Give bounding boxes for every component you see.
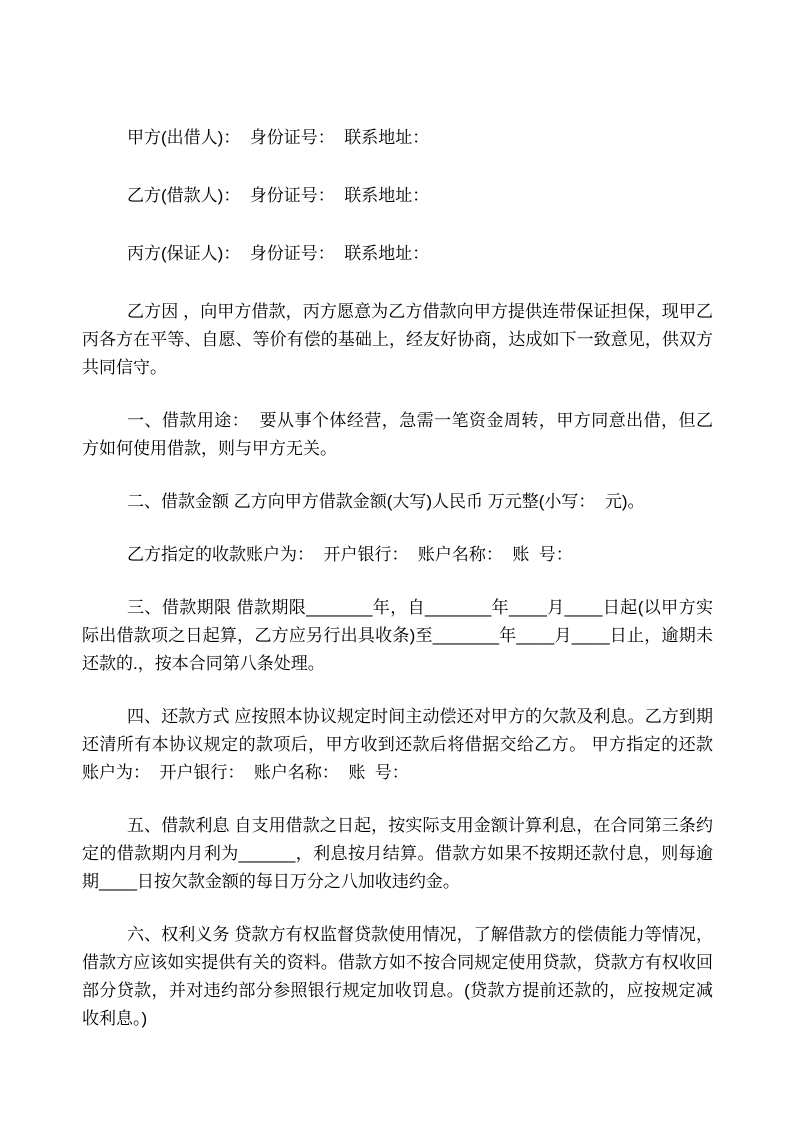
clause-1-loan-purpose: 一、借款用途： 要从事个体经营，急需一笔资金周转，甲方同意出借，但乙方如何使用借款，则与甲方无关。: [82, 411, 713, 458]
party-line-lender: 甲方(出借人)： 身份证号： 联系地址：: [127, 128, 430, 147]
clause-6-rights-obligations: 六、权利义务 贷款方有权监督贷款使用情况，了解借款方的偿债能力等情况，借款方应该如实提供有关的资料。借款方如不按合同规定使用贷款，贷款方有权收回部分贷款，并对违约部分参照银行规定加收罚息。(贷款方提前还款的，应按规定减收利息。): [82, 925, 713, 1028]
clause-4-repayment-method: 四、还款方式 应按照本协议规定时间主动偿还对甲方的欠款及利息。乙方到期还清所有本协议规定的款项后，甲方收到还款后将借据交给乙方。 甲方指定的还款账户为： 开户银行： 账户名称： 账 号：: [82, 707, 713, 782]
party-line-borrower: 乙方(借款人)： 身份证号： 联系地址：: [127, 186, 430, 205]
paragraph-preamble: 乙方因 ，向甲方借款，丙方愿意为乙方借款向甲方提供连带保证担保，现甲乙丙各方在平等、自愿、等价有偿的基础上，经友好协商，达成如下一致意见，供双方共同信守。: [82, 302, 713, 377]
clause-2-loan-amount: 二、借款金额 乙方向甲方借款金额(大写)人民币 万元整(小写： 元)。: [127, 492, 645, 511]
party-line-guarantor: 丙方(保证人)： 身份证号： 联系地址：: [127, 244, 430, 263]
clause-3-loan-term: 三、借款期限 借款期限_______年，自_______年____月____日起(以甲方实际出借款项之日起算，乙方应另行出具收条)至_______年____月____日止，逾期未还款的.，按本合同第八条处理。: [82, 598, 713, 673]
clause-5-loan-interest: 五、借款利息 自支用借款之日起，按实际支用金额计算利息，在合同第三条约定的借款期内月利为______，利息按月结算。借款方如果不按期还款付息，则每逾期____日按欠款金额的每日万分之八加收违约金。: [82, 816, 713, 891]
borrower-receiving-account: 乙方指定的收款账户为： 开户银行： 账户名称： 账 号：: [127, 545, 573, 564]
